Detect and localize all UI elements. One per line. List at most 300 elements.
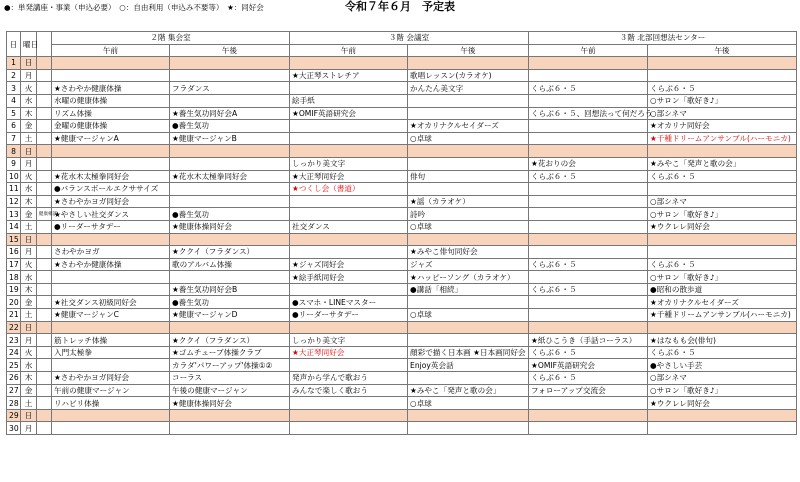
event-cell: くらぶ６・５: [529, 82, 648, 95]
event-cell: くらぶ６・５: [529, 283, 648, 296]
memo-cell: [37, 359, 52, 372]
legend: ●：単発講座・事業（申込必要） ○：自由利用（申込み不要等） ★：同好会: [4, 3, 264, 12]
event-cell: [290, 397, 408, 410]
event-cell: [170, 157, 290, 170]
weekday-cell: 火: [21, 82, 37, 95]
event-cell: くらぶ６・５: [529, 346, 648, 359]
day-cell: 20: [7, 296, 21, 309]
event-cell: [529, 296, 648, 309]
event-cell: [290, 195, 408, 208]
event-cell: ジャズ: [408, 258, 529, 271]
weekday-cell: 火: [21, 258, 37, 271]
event-cell: [529, 220, 648, 233]
event-cell: 顔彩で描く日本画 ★日本画同好会: [408, 346, 529, 359]
event-cell: ★花水木太極拳同好会: [170, 170, 290, 183]
event-cell: [408, 372, 529, 385]
event-cell: [290, 409, 408, 422]
event-cell: ★養生気功同好会A: [170, 107, 290, 120]
memo-cell: [37, 271, 52, 284]
event-cell: ★紙ひこうき（手話コーラス）: [529, 334, 648, 347]
weekday-cell: 火: [21, 170, 37, 183]
event-cell: [529, 422, 648, 435]
event-cell: ●リーダーサタデー: [290, 309, 408, 322]
event-cell: ●リーダーサタデー: [52, 220, 170, 233]
event-cell: ○部シネマ: [648, 195, 797, 208]
memo-cell: [37, 69, 52, 82]
event-cell: [408, 409, 529, 422]
event-cell: ★ジャズ同好会: [290, 258, 408, 271]
event-cell: [290, 321, 408, 334]
event-cell: [170, 94, 290, 107]
event-cell: [408, 57, 529, 70]
memo-cell: [37, 321, 52, 334]
day-cell: 26: [7, 372, 21, 385]
day-cell: 4: [7, 94, 21, 107]
table-row: [7, 409, 797, 422]
memo-cell: [37, 120, 52, 133]
event-cell: [52, 69, 170, 82]
day-cell: 25: [7, 359, 21, 372]
event-cell: [408, 321, 529, 334]
event-cell: ★さわやかヨガ同好会: [52, 195, 170, 208]
weekday-cell: 日: [21, 321, 37, 334]
event-cell: [529, 195, 648, 208]
event-cell: 社交ダンス: [290, 220, 408, 233]
memo-cell: [37, 233, 52, 246]
weekday-cell: 木: [21, 195, 37, 208]
table-row: [7, 283, 797, 296]
event-cell: ★ククイ（フラダンス）: [170, 246, 290, 259]
event-cell: [408, 296, 529, 309]
event-cell: [52, 359, 170, 372]
day-cell: 11: [7, 183, 21, 196]
event-cell: リハビリ体操: [52, 397, 170, 410]
memo-cell: [37, 82, 52, 95]
event-cell: 歌唱レッスン(カラオケ): [408, 69, 529, 82]
day-cell: 2: [7, 69, 21, 82]
header-pm: 午後: [408, 44, 529, 57]
day-cell: 3: [7, 82, 21, 95]
day-cell: 14: [7, 220, 21, 233]
event-cell: [648, 233, 797, 246]
header-am: 午前: [290, 44, 408, 57]
event-cell: [408, 334, 529, 347]
weekday-cell: 金: [21, 120, 37, 133]
event-cell: [290, 82, 408, 95]
event-cell: [648, 57, 797, 70]
event-cell: ★大正琴ストレチア: [290, 69, 408, 82]
event-cell: ★千種ドリームアンサンブル(ハーモニカ): [648, 132, 797, 145]
event-cell: フラダンス: [170, 82, 290, 95]
event-cell: [290, 57, 408, 70]
header-pm: 午後: [170, 44, 290, 57]
weekday-cell: 月: [21, 69, 37, 82]
event-cell: [648, 409, 797, 422]
table-row: [7, 334, 797, 347]
event-cell: ○卓球: [408, 132, 529, 145]
event-cell: ★みやこ「発声と歌の会」: [408, 384, 529, 397]
memo-cell: [37, 220, 52, 233]
event-cell: ★健康マージャンA: [52, 132, 170, 145]
event-cell: [648, 422, 797, 435]
event-cell: [529, 208, 648, 221]
event-cell: ★社交ダンス初級同好会: [52, 296, 170, 309]
event-cell: [52, 233, 170, 246]
header-am: 午前: [529, 44, 648, 57]
event-cell: 絵手紙: [290, 94, 408, 107]
memo-cell: [37, 157, 52, 170]
event-cell: [529, 69, 648, 82]
event-cell: ★やさしい社交ダンス: [52, 208, 170, 221]
event-cell: ★ゴムチューブ体操クラブ: [170, 346, 290, 359]
day-cell: 13: [7, 208, 21, 221]
day-cell: 16: [7, 246, 21, 259]
day-cell: 28: [7, 397, 21, 410]
event-cell: ●バランスボールエクササイズ: [52, 183, 170, 196]
event-cell: [529, 409, 648, 422]
day-cell: 23: [7, 334, 21, 347]
event-cell: ●やさしい手芸: [648, 359, 797, 372]
event-cell: ★ハッピーソング（カラオケ）: [408, 271, 529, 284]
event-cell: ★養生気功同好会B: [170, 283, 290, 296]
event-cell: ●昭和の散歩道: [648, 283, 797, 296]
event-cell: くらぶ６・５、回想法って何だろう: [529, 107, 648, 120]
table-row: [7, 397, 797, 410]
memo-cell: [37, 422, 52, 435]
day-cell: 22: [7, 321, 21, 334]
weekday-cell: 火: [21, 346, 37, 359]
memo-cell: [37, 170, 52, 183]
event-cell: くらぶ６・５: [529, 372, 648, 385]
page-title: 令和７年６月 予定表: [345, 0, 455, 13]
event-cell: くらぶ６・５: [529, 258, 648, 271]
memo-cell: [37, 409, 52, 422]
event-cell: ★OMIF英語研究会: [290, 107, 408, 120]
event-cell: リズム体操: [52, 107, 170, 120]
event-cell: くらぶ６・５: [648, 258, 797, 271]
event-cell: [52, 409, 170, 422]
memo-cell: [37, 283, 52, 296]
event-cell: [529, 132, 648, 145]
weekday-cell: 月: [21, 157, 37, 170]
event-cell: [290, 283, 408, 296]
day-cell: 15: [7, 233, 21, 246]
day-cell: 6: [7, 120, 21, 133]
event-cell: [290, 132, 408, 145]
day-cell: 30: [7, 422, 21, 435]
header-memo: [37, 32, 52, 57]
day-cell: 5: [7, 107, 21, 120]
event-cell: ★絵手紙同好会: [290, 271, 408, 284]
event-cell: ★はなもも会(俳句): [648, 334, 797, 347]
event-cell: [529, 233, 648, 246]
day-cell: 27: [7, 384, 21, 397]
event-cell: [170, 183, 290, 196]
table-row: [7, 372, 797, 385]
event-cell: [52, 145, 170, 158]
weekday-cell: 水: [21, 359, 37, 372]
day-cell: 24: [7, 346, 21, 359]
table-row: [7, 296, 797, 309]
weekday-cell: 月: [21, 422, 37, 435]
table-row: [7, 145, 797, 158]
day-cell: 12: [7, 195, 21, 208]
event-cell: ○卓球: [408, 220, 529, 233]
event-cell: [170, 271, 290, 284]
table-row: [7, 271, 797, 284]
memo-cell: [37, 57, 52, 70]
event-cell: [52, 57, 170, 70]
event-cell: くらぶ６・５: [648, 170, 797, 183]
event-cell: [290, 359, 408, 372]
table-row: [7, 321, 797, 334]
event-cell: [52, 422, 170, 435]
memo-cell: 健康相談: [37, 208, 52, 221]
table-row: [7, 359, 797, 372]
event-cell: ★さわやかヨガ同好会: [52, 372, 170, 385]
event-cell: [408, 183, 529, 196]
event-cell: ★オカリナ同好会: [648, 120, 797, 133]
event-cell: [290, 233, 408, 246]
event-cell: [529, 57, 648, 70]
event-cell: ★花おりの会: [529, 157, 648, 170]
event-cell: [52, 283, 170, 296]
table-row: [7, 246, 797, 259]
event-cell: [529, 309, 648, 322]
event-cell: [170, 195, 290, 208]
event-cell: ○卓球: [408, 309, 529, 322]
memo-cell: [37, 94, 52, 107]
event-cell: しっかり美文字: [290, 334, 408, 347]
weekday-cell: 金: [21, 296, 37, 309]
event-cell: [529, 397, 648, 410]
event-cell: Enjoy英会話: [408, 359, 529, 372]
event-cell: [290, 246, 408, 259]
event-cell: ★健康体操同好会: [170, 397, 290, 410]
memo-cell: [37, 246, 52, 259]
event-cell: [408, 233, 529, 246]
event-cell: ●養生気功: [170, 208, 290, 221]
memo-cell: [37, 334, 52, 347]
memo-cell: [37, 132, 52, 145]
memo-cell: [37, 384, 52, 397]
event-cell: ★みやこ俳句同好会: [408, 246, 529, 259]
event-cell: [529, 120, 648, 133]
event-cell: 歌のアルバム体操: [170, 258, 290, 271]
table-row: [7, 57, 797, 70]
event-cell: さわやかヨガ: [52, 246, 170, 259]
header-am: 午前: [52, 44, 170, 57]
event-cell: [170, 321, 290, 334]
event-cell: ●養生気功: [170, 296, 290, 309]
event-cell: [52, 157, 170, 170]
event-cell: ○卓球: [408, 397, 529, 410]
event-cell: [52, 271, 170, 284]
event-cell: ★健康マージャンD: [170, 309, 290, 322]
weekday-cell: 水: [21, 271, 37, 284]
header-pm: 午後: [648, 44, 797, 57]
day-cell: 29: [7, 409, 21, 422]
table-row: [7, 170, 797, 183]
table-row: [7, 195, 797, 208]
weekday-cell: 月: [21, 334, 37, 347]
event-cell: 水曜の健康体操: [52, 94, 170, 107]
table-row: [7, 120, 797, 133]
schedule-table: [6, 31, 797, 435]
memo-cell: [37, 397, 52, 410]
event-cell: [648, 183, 797, 196]
table-row: [7, 384, 797, 397]
event-cell: ★花水木太極拳同好会: [52, 170, 170, 183]
event-cell: [170, 69, 290, 82]
event-cell: [408, 145, 529, 158]
weekday-cell: 月: [21, 246, 37, 259]
event-cell: ★健康体操同好会: [170, 220, 290, 233]
event-cell: 筋トレッチ体操: [52, 334, 170, 347]
header-day: 日: [7, 32, 21, 57]
event-cell: [529, 145, 648, 158]
event-cell: [529, 271, 648, 284]
event-cell: ★ククイ（フラダンス）: [170, 334, 290, 347]
table-row: [7, 422, 797, 435]
event-cell: ★ウクレレ同好会: [648, 397, 797, 410]
memo-cell: [37, 346, 52, 359]
event-cell: くらぶ６・５: [529, 170, 648, 183]
table-row: [7, 258, 797, 271]
table-row: [7, 233, 797, 246]
event-cell: ○部シネマ: [648, 372, 797, 385]
event-cell: ★千種ドリームアンサンブル(ハーモニカ): [648, 309, 797, 322]
weekday-cell: 金: [21, 208, 37, 221]
table-row: [7, 82, 797, 95]
weekday-cell: 日: [21, 409, 37, 422]
event-cell: [290, 422, 408, 435]
event-cell: ★大正琴同好会: [290, 346, 408, 359]
event-cell: [529, 321, 648, 334]
memo-cell: [37, 107, 52, 120]
event-cell: ○サロン「歌好き♪」: [648, 208, 797, 221]
header-venue-2: ３階 会議室: [290, 32, 529, 45]
weekday-cell: 日: [21, 145, 37, 158]
event-cell: [529, 246, 648, 259]
event-cell: [408, 157, 529, 170]
table-row: [7, 107, 797, 120]
table-row: [7, 94, 797, 107]
day-cell: 18: [7, 271, 21, 284]
memo-cell: [37, 183, 52, 196]
event-cell: [529, 183, 648, 196]
table-row: [7, 183, 797, 196]
event-cell: ★健康マージャンC: [52, 309, 170, 322]
event-cell: くらぶ６・５: [648, 82, 797, 95]
weekday-cell: 土: [21, 132, 37, 145]
weekday-cell: 土: [21, 397, 37, 410]
event-cell: フォローアップ交流会: [529, 384, 648, 397]
event-cell: ○サロン「歌好き♪」: [648, 384, 797, 397]
day-cell: 17: [7, 258, 21, 271]
memo-cell: [37, 372, 52, 385]
event-cell: ★さわやか健康体操: [52, 258, 170, 271]
table-row: [7, 157, 797, 170]
event-cell: [290, 145, 408, 158]
day-cell: 21: [7, 309, 21, 322]
event-cell: [648, 246, 797, 259]
table-row: [7, 208, 797, 221]
header-venue-1: ２階 集会室: [52, 32, 290, 45]
memo-cell: [37, 296, 52, 309]
day-cell: 1: [7, 57, 21, 70]
schedule-body: [7, 57, 797, 435]
table-row: [7, 69, 797, 82]
day-cell: 10: [7, 170, 21, 183]
weekday-cell: 金: [21, 384, 37, 397]
event-cell: ★謡（カラオケ）: [408, 195, 529, 208]
event-cell: ○部シネマ: [648, 107, 797, 120]
event-cell: ●講話「相続」: [408, 283, 529, 296]
event-cell: ★みやこ「発声と歌の会」: [648, 157, 797, 170]
table-row: [7, 132, 797, 145]
event-cell: しっかり美文字: [290, 157, 408, 170]
event-cell: みんなで楽しく歌おう: [290, 384, 408, 397]
memo-cell: [37, 258, 52, 271]
event-cell: [408, 422, 529, 435]
event-cell: ★大正琴同好会: [290, 170, 408, 183]
event-cell: [648, 145, 797, 158]
day-cell: 7: [7, 132, 21, 145]
event-cell: ★オカリナクルセイダーズ: [648, 296, 797, 309]
event-cell: [170, 409, 290, 422]
event-cell: ○サロン「歌好き♪」: [648, 94, 797, 107]
event-cell: [52, 321, 170, 334]
event-cell: [290, 120, 408, 133]
event-cell: ●養生気功: [170, 120, 290, 133]
event-cell: ○サロン「歌好き♪」: [648, 271, 797, 284]
event-cell: 発声から学んで歌おう: [290, 372, 408, 385]
weekday-cell: 水: [21, 183, 37, 196]
event-cell: 俳句: [408, 170, 529, 183]
memo-cell: [37, 309, 52, 322]
event-cell: [170, 57, 290, 70]
event-cell: [170, 145, 290, 158]
event-cell: 入門太極拳: [52, 346, 170, 359]
event-cell: カラダ'パワーアップ'体操①②: [170, 359, 290, 372]
event-cell: くらぶ６・５: [648, 346, 797, 359]
weekday-cell: 木: [21, 107, 37, 120]
event-cell: [170, 233, 290, 246]
memo-cell: [37, 145, 52, 158]
weekday-cell: 木: [21, 283, 37, 296]
day-cell: 8: [7, 145, 21, 158]
header-dow: 曜日: [21, 32, 37, 57]
event-cell: [408, 107, 529, 120]
event-cell: 午前の健康マージャン: [52, 384, 170, 397]
event-cell: 午後の健康マージャン: [170, 384, 290, 397]
event-cell: 詩吟: [408, 208, 529, 221]
table-row: [7, 346, 797, 359]
event-cell: ★ウクレレ同好会: [648, 220, 797, 233]
day-cell: 19: [7, 283, 21, 296]
event-cell: ●スマホ・LINEマスター: [290, 296, 408, 309]
event-cell: 金曜の健康体操: [52, 120, 170, 133]
weekday-cell: 日: [21, 233, 37, 246]
event-cell: ★オカリナクルセイダーズ: [408, 120, 529, 133]
event-cell: ★つくし会（書道）: [290, 183, 408, 196]
weekday-cell: 土: [21, 220, 37, 233]
weekday-cell: 日: [21, 57, 37, 70]
weekday-cell: 水: [21, 94, 37, 107]
event-cell: [170, 422, 290, 435]
event-cell: [529, 94, 648, 107]
